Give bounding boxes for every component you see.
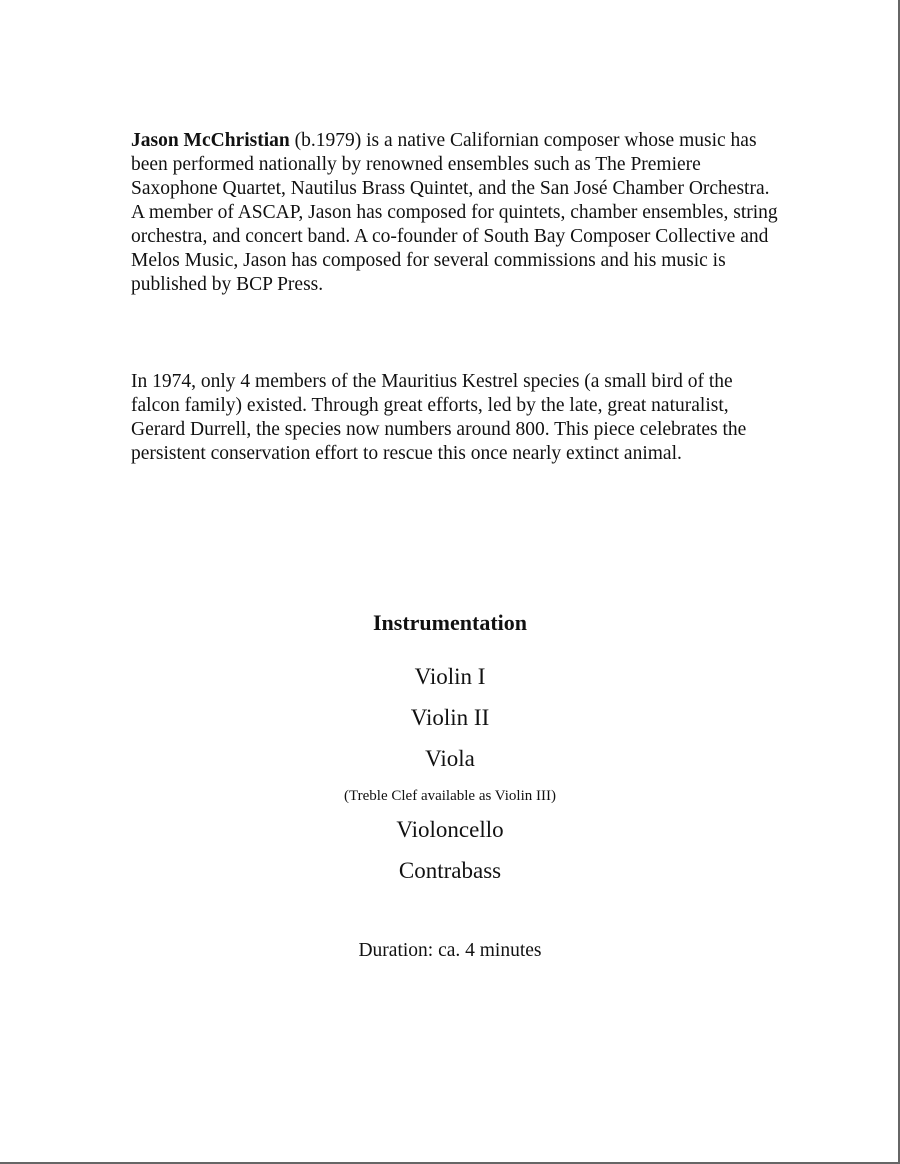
instrument-violin-2: Violin II [410,705,490,730]
composer-bio-text: (b.1979) is a native Californian composer whose music has been performed nationally by renowned ensembles such as The Premiere Saxophone Quartet, Nautilus Brass Quintet, and the San José Chamber Orchestra. A member of ASCAP, Jason has composed for quintets, chamber ensembles, string orchestra, and concert band. A co-founder of South Bay Composer Collective and Melos Music, Jason has composed for several commissions and his music is published by BCP Press. [131,130,778,295]
program-note: In 1974, only 4 members of the Mauritius Kestrel species (a small bird of the falcon family) existed. Through great efforts, led by the late, great naturalist, Gerard Durrell, the species now numbers around 800. This piece celebrates the persistent conservation effort to rescue this once nearly extinct animal. [131,371,747,464]
instrument-viola: Viola [425,746,475,771]
composer-bio [131,129,781,297]
instrument-violin-1: Violin I [414,664,486,689]
duration: Duration: ca. 4 minutes [358,940,542,961]
composer-name: Jason McChristian [131,130,290,151]
instrument-violoncello: Violoncello [396,817,504,842]
viola-treble-clef-note: (Treble Clef available as Violin III) [344,788,556,804]
instrument-contrabass: Contrabass [398,858,502,883]
instrumentation-heading: Instrumentation [372,610,527,635]
